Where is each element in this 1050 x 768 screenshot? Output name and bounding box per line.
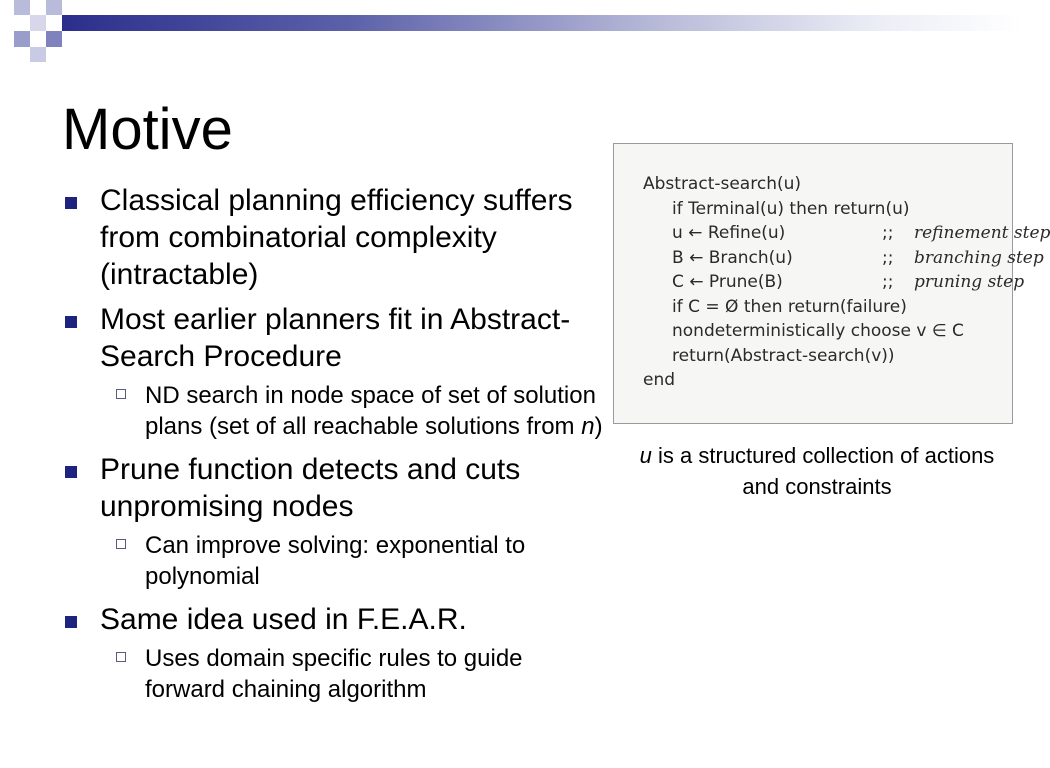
slide-title: Motive [62, 97, 233, 162]
square-bullet-icon [65, 616, 77, 628]
comment-marker: ;; [882, 272, 894, 292]
algorithm-code: u ← Refine(u) [672, 223, 786, 243]
square-bullet-icon [65, 466, 77, 478]
algorithm-comment: refinement step [914, 223, 1050, 243]
square-bullet-icon [65, 197, 77, 209]
square-bullet-icon [65, 316, 77, 328]
algorithm-comment: pruning step [914, 272, 1025, 292]
deco-square [46, 15, 62, 31]
sub-bullet-text: Uses domain specific rules to guide forward chaining algorithm [145, 645, 523, 703]
bullet-text: Same idea used in F.E.A.R. [100, 603, 467, 636]
algorithm-comment: branching step [914, 247, 1044, 268]
sub-bullet-text: Can improve solving: exponential to polynomial [145, 532, 526, 590]
sub-bullet-text: ND search in node space of set of solution plans (set of all reachable solutions from n) [145, 382, 603, 440]
algorithm-figure [613, 143, 1050, 424]
algorithm-code: B ← Branch(u) [672, 247, 793, 268]
header-gradient-bar [62, 15, 1024, 31]
hollow-square-bullet-icon [116, 652, 126, 662]
bullet-text: Prune function detects and cuts unpromising nodes [100, 453, 521, 523]
comment-marker: ;; [882, 223, 894, 243]
algorithm-code: nondeterministically choose v ∈ C [672, 321, 964, 341]
algorithm-code: Abstract-search(u) [643, 174, 802, 194]
bullet-item [62, 451, 607, 525]
algorithm-code: if C = Ø then return(failure) [672, 296, 907, 317]
deco-square [46, 0, 62, 15]
sub-bullet-item [62, 643, 607, 705]
bullet-item [62, 601, 607, 638]
deco-square [30, 15, 46, 31]
algorithm-code: end [643, 370, 676, 390]
algorithm-code: return(Abstract-search(v)) [672, 345, 895, 366]
bullet-item [62, 182, 607, 293]
algorithm-code: if Terminal(u) then return(u) [672, 198, 910, 219]
sub-bullet-item [62, 530, 607, 592]
hollow-square-bullet-icon [116, 539, 126, 549]
deco-square [46, 31, 62, 47]
header-decoration [0, 0, 1024, 64]
figure-caption: u is a structured collection of actions and constraints [639, 443, 995, 499]
hollow-square-bullet-icon [116, 389, 126, 399]
bullet-text: Most earlier planners fit in Abstract-Search Procedure [100, 303, 571, 373]
bullet-text: Classical planning efficiency suffers from combinatorial complexity (intractable) [100, 184, 573, 291]
algorithm-code: C ← Prune(B) [672, 272, 783, 292]
sub-bullet-item [62, 380, 607, 442]
bullet-list [62, 182, 607, 714]
deco-square [30, 47, 46, 62]
comment-marker: ;; [882, 247, 894, 268]
deco-square [14, 0, 30, 15]
deco-square [14, 31, 30, 47]
bullet-item [62, 301, 607, 375]
